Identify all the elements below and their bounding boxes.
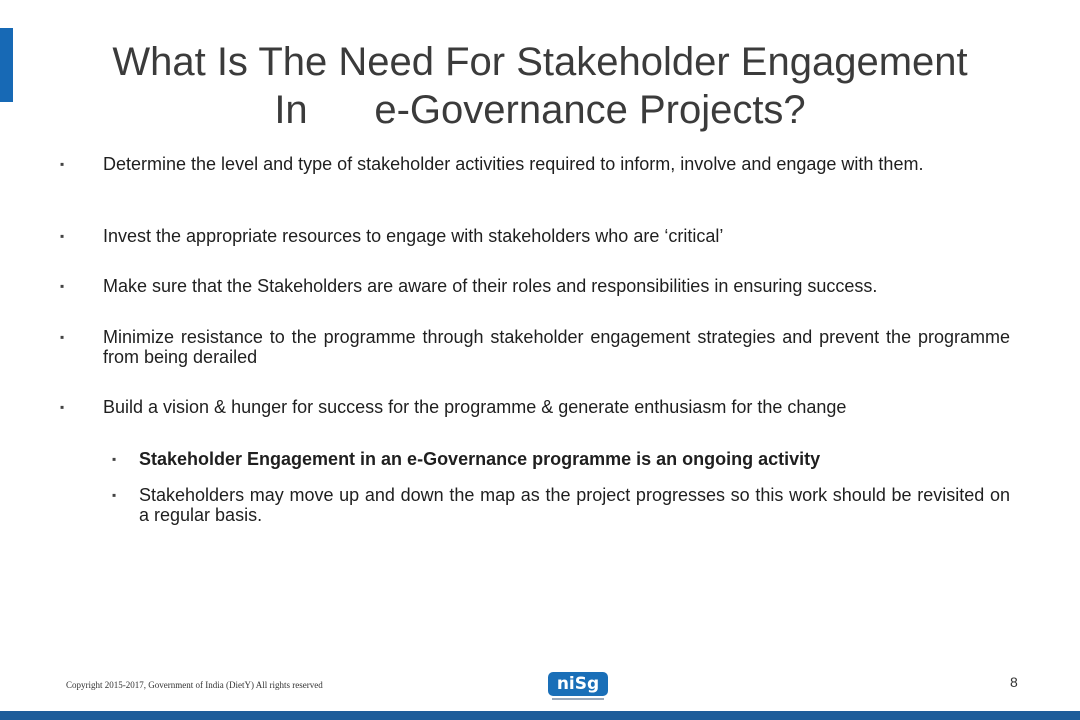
bullet-marker: ▪: [60, 157, 65, 171]
sub-bullet-text: Stakeholder Engagement in an e-Governance programme is an ongoing activity: [139, 449, 821, 469]
title-line-1: What Is The Need For Stakeholder Engagement: [112, 40, 968, 84]
slide-title: [40, 38, 1040, 134]
sub-bullet-text: Stakeholders may move up and down the map as the project progresses so this work should be revisited on a regular basis.: [139, 485, 1010, 525]
bullet-text: Determine the level and type of stakeholder activities required to inform, involve and engage with them.: [103, 154, 924, 174]
bullet-text: Invest the appropriate resources to engage with stakeholders who are ‘critical’: [103, 226, 724, 246]
bullet-marker: ▪: [60, 330, 65, 344]
accent-bar: [0, 28, 13, 102]
bullet-marker: ▪: [112, 452, 117, 466]
logo-badge: niSg: [548, 672, 608, 696]
bullet-marker: ▪: [60, 279, 65, 293]
bullet-text: Minimize resistance to the programme through stakeholder engagement strategies and prevent the programme from being derailed: [103, 327, 1010, 367]
page-number: 8: [1010, 674, 1018, 690]
bullet-marker: ▪: [112, 488, 117, 502]
copyright-text: Copyright 2015-2017, Government of India (DietY) All rights reserved: [66, 680, 323, 690]
bullet-marker: ▪: [60, 400, 65, 414]
bullet-text: Make sure that the Stakeholders are aware of their roles and responsibilities in ensuring success.: [103, 276, 878, 296]
logo-tagline-bar: [552, 698, 604, 700]
bullet-text: Build a vision & hunger for success for the programme & generate enthusiasm for the change: [103, 397, 847, 417]
bottom-bar: [0, 711, 1080, 720]
title-line-2: In e-Governance Projects?: [274, 88, 806, 132]
nisg-logo: [548, 672, 610, 702]
bullet-marker: ▪: [60, 229, 65, 243]
